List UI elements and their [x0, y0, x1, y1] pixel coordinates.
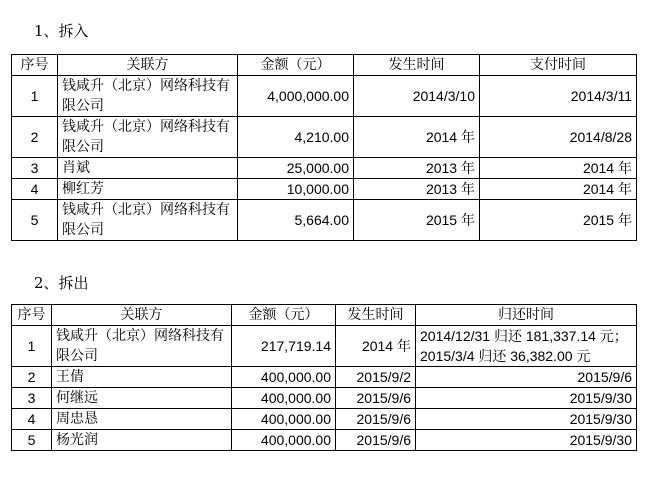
table-row — [12, 326, 637, 367]
col-header-no: 序号 — [12, 305, 52, 326]
row-amount: 5,664.00 — [238, 200, 354, 241]
table-row — [12, 388, 637, 409]
row-occurred: 2015/9/6 — [336, 430, 416, 451]
row-no: 2 — [12, 367, 52, 388]
col-header-no: 序号 — [12, 55, 58, 76]
row-party: 杨光润 — [52, 430, 232, 451]
row-no: 2 — [12, 117, 58, 158]
row-party: 周忠恳 — [52, 409, 232, 430]
row-no: 1 — [12, 76, 58, 117]
table-header-row — [12, 305, 637, 326]
row-paid: 2014 年 — [480, 179, 637, 200]
row-paid: 2014/3/11 — [480, 76, 637, 117]
row-occurred: 2015/9/6 — [336, 388, 416, 409]
row-amount: 217,719.14 — [232, 326, 336, 367]
row-returned: 2015/9/30 — [416, 430, 637, 451]
row-party: 钱咸升（北京）网络科技有限公司 — [58, 200, 238, 241]
lent-out-table — [11, 304, 637, 451]
row-occurred: 2015/9/2 — [336, 367, 416, 388]
row-returned: 2015/9/6 — [416, 367, 637, 388]
col-header-party: 关联方 — [52, 305, 232, 326]
table-row — [12, 200, 637, 241]
table-row — [12, 367, 637, 388]
row-no: 5 — [12, 200, 58, 241]
col-header-returned: 归还时间 — [416, 305, 637, 326]
row-occurred: 2015/9/6 — [336, 409, 416, 430]
row-amount: 400,000.00 — [232, 430, 336, 451]
row-occurred: 2014 年 — [354, 117, 480, 158]
row-returned: 2015/9/30 — [416, 388, 637, 409]
row-no: 3 — [12, 388, 52, 409]
returned-line-1: 2014/12/31 归还 181,337.14 元； — [420, 328, 628, 344]
row-amount: 25,000.00 — [238, 158, 354, 179]
row-paid: 2014 年 — [480, 158, 637, 179]
col-header-paid: 支付时间 — [480, 55, 637, 76]
row-occurred: 2014/3/10 — [354, 76, 480, 117]
col-header-amount: 金额（元） — [232, 305, 336, 326]
row-occurred: 2013 年 — [354, 179, 480, 200]
row-amount: 400,000.00 — [232, 388, 336, 409]
table-header-row — [12, 55, 637, 76]
returned-line-2: 2015/3/4 归还 36,382.00 元 — [420, 348, 591, 364]
row-party: 钱咸升（北京）网络科技有限公司 — [58, 76, 238, 117]
row-party: 何继远 — [52, 388, 232, 409]
row-amount: 400,000.00 — [232, 409, 336, 430]
table-row — [12, 158, 637, 179]
row-no: 4 — [12, 179, 58, 200]
col-header-occurred: 发生时间 — [336, 305, 416, 326]
table-row — [12, 76, 637, 117]
row-party: 肖斌 — [58, 158, 238, 179]
col-header-amount: 金额（元） — [238, 55, 354, 76]
row-occurred: 2013 年 — [354, 158, 480, 179]
row-no: 1 — [12, 326, 52, 367]
row-party: 柳红芳 — [58, 179, 238, 200]
table-row — [12, 117, 637, 158]
table-row — [12, 430, 637, 451]
row-amount: 4,000,000.00 — [238, 76, 354, 117]
col-header-occurred: 发生时间 — [354, 55, 480, 76]
row-amount: 400,000.00 — [232, 367, 336, 388]
row-returned — [416, 326, 637, 367]
row-occurred: 2015 年 — [354, 200, 480, 241]
row-paid: 2015 年 — [480, 200, 637, 241]
row-occurred: 2014 年 — [336, 326, 416, 367]
table-row — [12, 179, 637, 200]
row-party: 钱咸升（北京）网络科技有限公司 — [58, 117, 238, 158]
row-returned: 2015/9/30 — [416, 409, 637, 430]
row-no: 5 — [12, 430, 52, 451]
row-party: 王倩 — [52, 367, 232, 388]
row-no: 3 — [12, 158, 58, 179]
row-no: 4 — [12, 409, 52, 430]
section1-title: 1、拆入 — [34, 22, 89, 40]
row-amount: 10,000.00 — [238, 179, 354, 200]
row-amount: 4,210.00 — [238, 117, 354, 158]
section2-title: 2、拆出 — [34, 274, 89, 292]
col-header-party: 关联方 — [58, 55, 238, 76]
borrowed-in-table — [11, 54, 637, 241]
table-row — [12, 409, 637, 430]
row-paid: 2014/8/28 — [480, 117, 637, 158]
row-party: 钱咸升（北京）网络科技有限公司 — [52, 326, 232, 367]
